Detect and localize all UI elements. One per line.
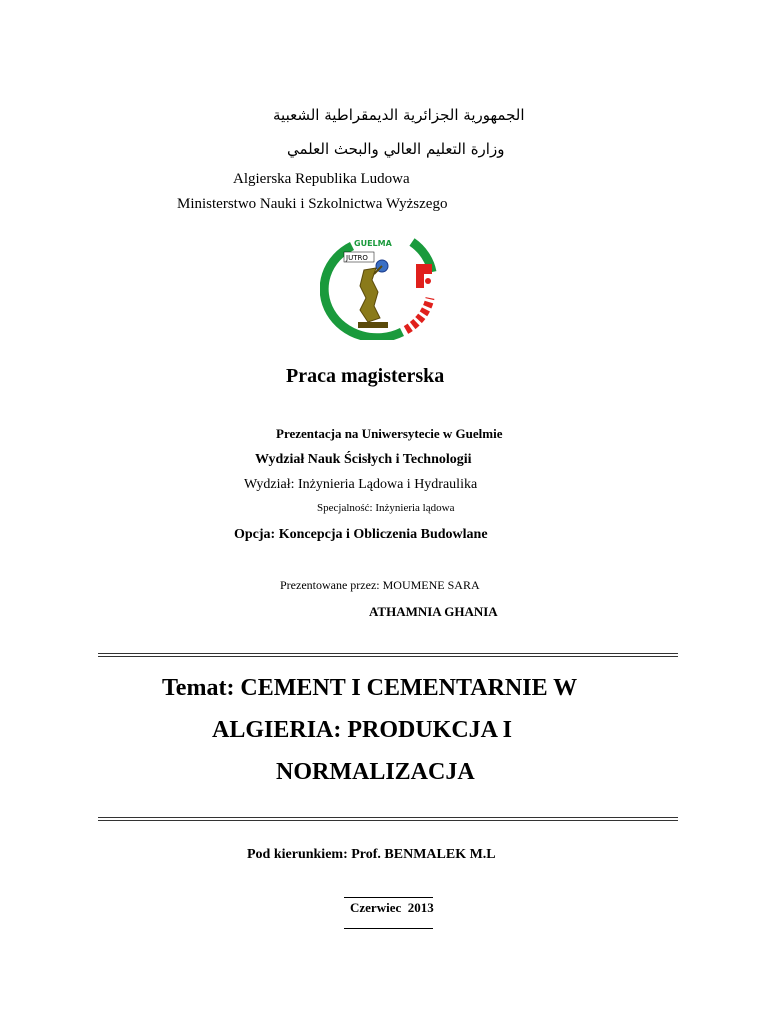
title-bottom-rule-1 [98, 817, 678, 818]
thesis-type: Praca magisterska [286, 365, 445, 387]
title-bottom-rule-2 [98, 820, 678, 821]
option-line: Opcja: Koncepcja i Obliczenia Budowlane [234, 527, 488, 542]
date-top-rule [344, 897, 433, 898]
presented-by-line: Prezentowane przez: MOUMENE SARA [280, 578, 480, 592]
second-author: ATHAMNIA GHANIA [369, 604, 498, 619]
arabic-header-line1: الجمهورية الجزائرية الديمقراطية الشعبية [273, 106, 525, 124]
faculty-line: Wydział Nauk Ścisłych i Technologii [255, 452, 472, 467]
logo-top-text: GUELMA [354, 239, 392, 248]
title-line-1: Temat: CEMENT I CEMENTARNIE W [162, 675, 578, 701]
logo-figure [360, 268, 380, 322]
supervisor-line: Pod kierunkiem: Prof. BENMALEK M.L [247, 847, 496, 862]
date: Czerwiec 2013 [350, 900, 434, 915]
department-line: Wydział: Inżynieria Lądowa i Hydraulika [244, 477, 478, 492]
logo-red-letter [416, 264, 432, 288]
specialty-line: Specjalność: Inżynieria lądowa [317, 502, 455, 514]
presentation-line: Prezentacja na Uniwersytecie w Guelmie [276, 426, 503, 441]
logo-red-dot [425, 278, 431, 284]
country-name: Algierska Republika Ludowa [233, 171, 410, 187]
title-line-3: NORMALIZACJA [276, 759, 475, 785]
logo-red-ring [406, 298, 430, 330]
title-line-2: ALGIERIA: PRODUKCJA I [212, 717, 513, 743]
date-bottom-rule [344, 928, 433, 929]
arabic-header-line2: وزارة التعليم العالي والبحث العلمي [287, 140, 505, 158]
university-logo [320, 232, 440, 340]
ministry-name: Ministerstwo Nauki i Szkolnictwa Wyższego [177, 196, 448, 212]
title-top-rule-1 [98, 653, 678, 654]
logo-badge-text: JUTRO [346, 254, 368, 262]
logo-figure-base [358, 322, 388, 328]
title-top-rule-2 [98, 656, 678, 657]
